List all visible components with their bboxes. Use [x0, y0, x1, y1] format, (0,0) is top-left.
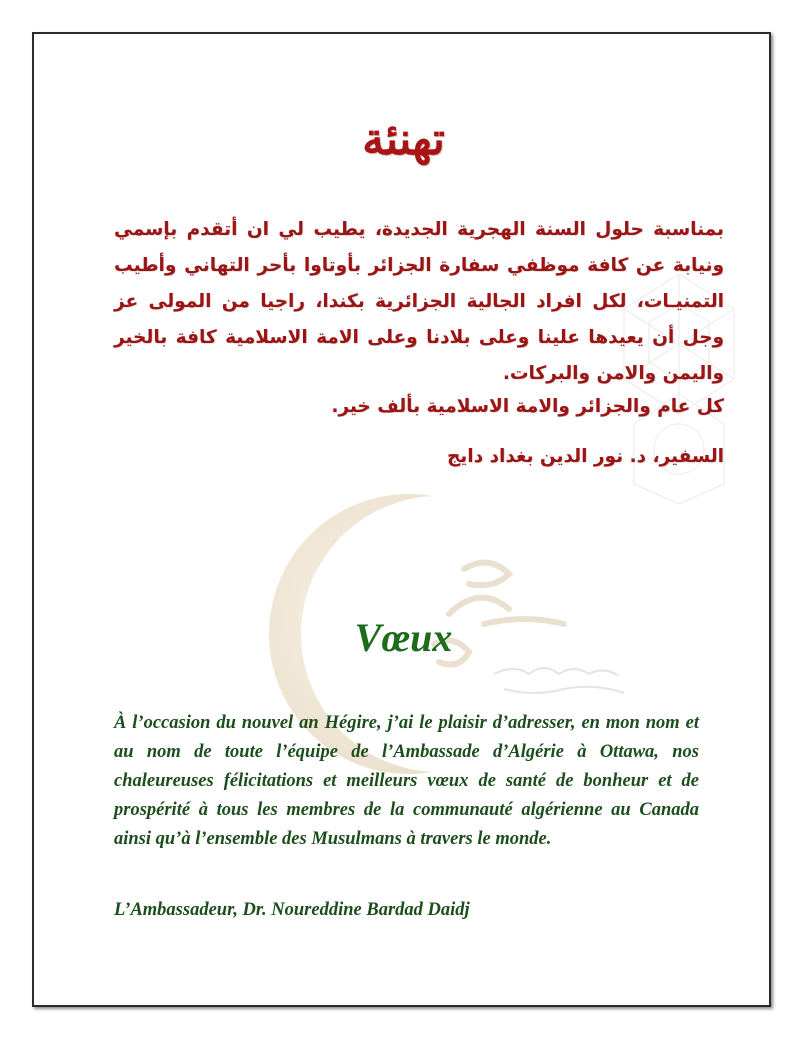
french-signature: L’Ambassadeur, Dr. Noureddine Bardad Daidj	[114, 900, 470, 920]
arabic-body-paragraph: بمناسبة حلول السنة الهجرية الجديدة، يطيب لي ان أتقدم بإسمي ونيابة عن كافة موظفي سفارة الجزائر بأوتاوا بأحر التهاني وأطيب التمنيـات، لكل افراد الجالية الجزائرية بكندا، راجيا من المولى عز وجل أن يعيدها علينا وعلى بلادنا وعلى الامة الاسلامية كافة بالخير واليمن والامن والبركات.	[114, 219, 724, 384]
arabic-greeting: كل عام والجزائر والامة الاسلامية بألف خير.	[331, 396, 724, 417]
french-body-paragraph: À l’occasion du nouvel an Hégire, j’ai le plaisir d’adresser, en mon nom et au nom de toute l’équipe de l’Ambassade d’Algérie à Ottawa, nos chaleureuses félicitations et meilleurs vœux de santé de bonheur et de prospérité à tous les membres de la communauté algérienne au Canada ainsi qu’à l’ensemble des Musulmans à travers le monde.	[114, 713, 699, 849]
french-title: Vœux	[354, 615, 453, 660]
arabic-title: تهنئة	[362, 114, 445, 165]
arabic-signature: السفير، د. نور الدين بغداد دايج	[446, 446, 724, 467]
document-page	[32, 32, 771, 1007]
